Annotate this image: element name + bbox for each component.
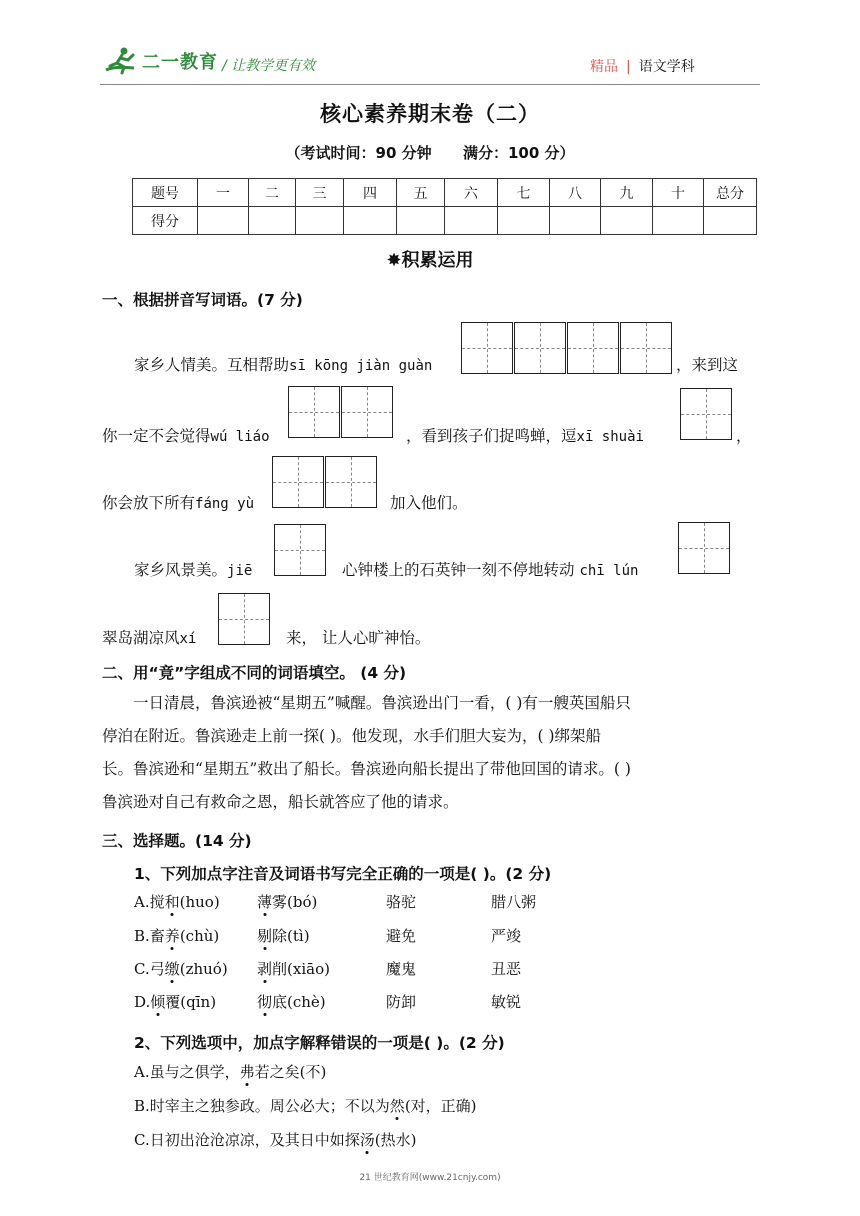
q1-line4-text xyxy=(134,558,252,580)
tianzige-box[interactable] xyxy=(567,322,619,374)
header-separator: | xyxy=(626,59,631,75)
q1-line2-mid xyxy=(406,424,644,446)
score-cell: 总分 xyxy=(704,179,757,207)
option-d4: 敏锐 xyxy=(491,993,522,1011)
q2-heading: 二、用“竟”字组成不同的词语填空。 (4 分) xyxy=(102,664,407,682)
option2-c[interactable] xyxy=(134,1129,416,1150)
option-a1[interactable] xyxy=(134,891,220,912)
score-cell: 三 xyxy=(296,179,344,207)
dotted-char: 薄 xyxy=(257,893,273,911)
option-b4: 严竣 xyxy=(491,927,522,945)
q1-line1-text xyxy=(134,353,432,375)
score-cell: 一 xyxy=(198,179,249,207)
section-title: ✸积累运用 xyxy=(386,250,474,271)
score-input-cell[interactable] xyxy=(344,207,397,235)
quality-label: 精品 xyxy=(590,59,618,75)
opt-text: (huo) xyxy=(179,893,220,911)
score-cell: 七 xyxy=(498,179,550,207)
score-cell: 十 xyxy=(653,179,704,207)
opt-text: B.时宰主之独参政。周公必大；不以为 xyxy=(134,1097,390,1115)
q1-text: 家乡人情美。互相帮助 xyxy=(134,356,290,374)
exam-info: （考试时间：90 分钟 满分：100 分） xyxy=(285,144,575,162)
dotted-char: 弗 xyxy=(239,1063,255,1081)
pinyin: chī lún xyxy=(579,563,639,579)
score-cell: 九 xyxy=(601,179,653,207)
tianzige-box[interactable] xyxy=(274,524,326,576)
option-a3: 骆驼 xyxy=(386,893,417,911)
q2-line: 鲁滨逊对自己有救命之恩，船长就答应了他的请求。 xyxy=(102,793,459,811)
opt-text: A.搅 xyxy=(134,893,165,911)
option-a4: 腊八粥 xyxy=(491,893,537,911)
score-input-cell[interactable] xyxy=(296,207,344,235)
q1-text: 来， 让人心旷神怡。 xyxy=(286,629,431,647)
q1-line2-text xyxy=(102,424,270,446)
runner-icon xyxy=(104,46,138,76)
q3-sub1: 1、下列加点字注音及词语书写完全正确的一项是( )。(2 分) xyxy=(134,865,552,883)
score-table xyxy=(132,178,757,235)
score-input-cell[interactable] xyxy=(249,207,296,235)
option-c3: 魔鬼 xyxy=(386,960,417,978)
q1-heading: 一、根据拼音写词语。(7 分) xyxy=(102,291,303,309)
score-cell: 题号 xyxy=(133,179,198,207)
tianzige-box[interactable] xyxy=(272,456,324,508)
opt-text: (zhuó) xyxy=(179,960,228,978)
q1-text: 你一定不会觉得 xyxy=(102,427,211,445)
opt-text: D. xyxy=(134,993,151,1011)
pinyin: jiē xyxy=(227,563,253,579)
q2-line: 停泊在附近。鲁滨逊走上前一探( )。他发现，水手们胆大妄为，( )绑架船 xyxy=(102,727,602,745)
pinyin: xí xyxy=(179,631,197,647)
opt-text: A.虽与之俱学， xyxy=(134,1063,240,1081)
q2-paragraph xyxy=(102,687,762,819)
score-input-cell[interactable] xyxy=(198,207,249,235)
dotted-char: 彻 xyxy=(257,993,273,1011)
option2-a[interactable] xyxy=(134,1061,326,1082)
option-b3: 避免 xyxy=(386,927,417,945)
dotted-char: 剥 xyxy=(257,960,273,978)
score-row-label: 得分 xyxy=(133,207,198,235)
opt-text: (热水) xyxy=(374,1131,417,1149)
q3-sub2: 2、下列选项中，加点字解释错误的一项是( )。(2 分) xyxy=(134,1034,505,1052)
slogan: / 让教学更有效 xyxy=(222,58,316,74)
q1-text: 家乡风景美。 xyxy=(134,561,228,579)
score-input-cell[interactable] xyxy=(498,207,550,235)
option-d2 xyxy=(257,991,326,1012)
score-input-cell[interactable] xyxy=(397,207,445,235)
q3-heading: 三、选择题。(14 分) xyxy=(102,832,252,850)
opt-text: 除(tì) xyxy=(272,927,310,945)
q1-text: ， xyxy=(736,427,752,445)
score-input-cell[interactable] xyxy=(550,207,601,235)
score-cell: 四 xyxy=(344,179,397,207)
dotted-char: 缴 xyxy=(164,960,180,978)
pinyin: sī kōng jiàn guàn xyxy=(289,358,433,374)
tianzige-box[interactable] xyxy=(680,388,732,440)
footer: 21 世纪教育网(www.21cnjy.com) xyxy=(359,1173,501,1183)
score-input-cell[interactable] xyxy=(653,207,704,235)
score-cell: 五 xyxy=(397,179,445,207)
tianzige-box[interactable] xyxy=(288,386,340,438)
dotted-char: 倾 xyxy=(150,993,166,1011)
option-c1[interactable] xyxy=(134,958,228,979)
q1-line5-text xyxy=(102,626,196,648)
header-divider xyxy=(100,84,760,85)
q1-text: ，看到孩子们捉鸣蝉，逗 xyxy=(406,427,577,445)
q1-line3-text xyxy=(102,491,254,513)
page-title: 核心素养期末卷（二） xyxy=(320,102,540,126)
score-cell: 二 xyxy=(249,179,296,207)
opt-text: 雾(bó) xyxy=(272,893,318,911)
score-input-cell[interactable] xyxy=(445,207,498,235)
q1-text: 加入他们。 xyxy=(390,494,468,512)
tianzige-box[interactable] xyxy=(341,386,393,438)
tianzige-box[interactable] xyxy=(325,456,377,508)
q1-line4-mid xyxy=(342,558,638,580)
q1-text: 你会放下所有 xyxy=(102,494,196,512)
option-d3: 防卸 xyxy=(386,993,417,1011)
opt-text: (chù) xyxy=(179,927,220,945)
dotted-char: 汤 xyxy=(359,1131,375,1149)
score-cell: 八 xyxy=(550,179,601,207)
opt-text: 底(chè) xyxy=(272,993,326,1011)
opt-text: 若之矣(不) xyxy=(254,1063,327,1081)
q2-line: 一日清晨，鲁滨逊被“星期五”喊醒。鲁滨逊出门一看，( )有一艘英国船只 xyxy=(133,694,631,712)
tianzige-box[interactable] xyxy=(620,322,672,374)
q1-text: ，来到这 xyxy=(676,356,739,374)
option-c2 xyxy=(257,958,330,979)
dotted-char: 和 xyxy=(164,893,180,911)
dotted-char: 然 xyxy=(389,1097,405,1115)
pinyin: wú liáo xyxy=(210,429,270,445)
q1-text: 心钟楼上的石英钟一刻不停地转动 xyxy=(342,561,575,579)
score-input-cell[interactable] xyxy=(704,207,757,235)
opt-text: C.日初出沧沧凉凉，及其日中如探 xyxy=(134,1131,360,1149)
opt-text: 覆(qīn) xyxy=(165,993,217,1011)
q2-line: 长。鲁滨逊和“星期五”救出了船长。鲁滨逊向船长提出了带他回国的请求。( ) xyxy=(102,760,631,778)
pinyin: fáng yù xyxy=(195,496,255,512)
opt-text: B.畜 xyxy=(134,927,165,945)
opt-text: (对，正确) xyxy=(404,1097,477,1115)
subject-label: 语文学科 xyxy=(638,59,695,75)
opt-text: 削(xiāo) xyxy=(272,960,330,978)
opt-text: C.弓 xyxy=(134,960,165,978)
score-table-header-row xyxy=(133,179,757,207)
pinyin: xī shuài xyxy=(576,429,644,445)
q1-text: 翠岛湖凉风 xyxy=(102,629,180,647)
score-cell: 六 xyxy=(445,179,498,207)
score-table-score-row xyxy=(133,207,757,235)
tianzige-box[interactable] xyxy=(461,322,513,374)
header-right xyxy=(590,56,695,76)
tianzige-box[interactable] xyxy=(514,322,566,374)
option-d1[interactable] xyxy=(134,991,216,1012)
option-a2 xyxy=(257,891,317,912)
dotted-char: 剔 xyxy=(257,927,273,945)
option-b1[interactable] xyxy=(134,925,219,946)
tianzige-box[interactable] xyxy=(678,522,730,574)
option2-b[interactable] xyxy=(134,1095,477,1116)
score-input-cell[interactable] xyxy=(601,207,653,235)
brand-logo xyxy=(104,46,218,76)
dotted-char: 养 xyxy=(164,927,180,945)
option-b2 xyxy=(257,925,310,946)
option-c4: 丑恶 xyxy=(491,960,522,978)
logo-text: 二一教育 xyxy=(142,52,218,73)
tianzige-box[interactable] xyxy=(218,593,270,645)
